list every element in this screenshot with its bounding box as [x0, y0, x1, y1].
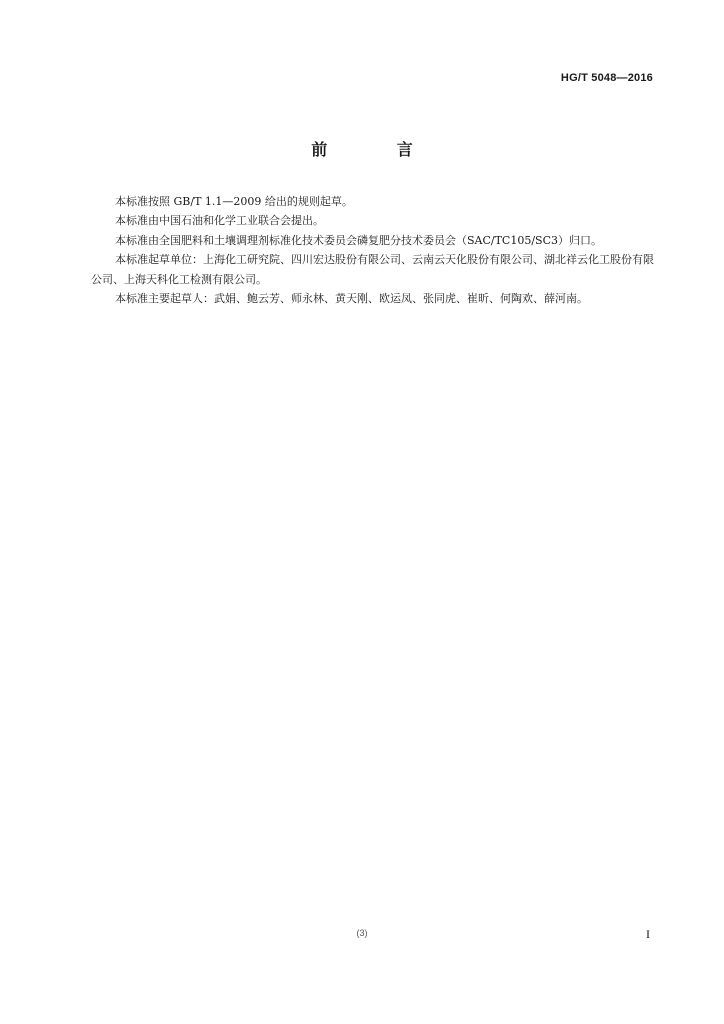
paragraph-drafting-rules: 本标准按照 GB/T 1.1—2009 给出的规则起草。 — [115, 195, 353, 208]
page-title: 前 言 — [311, 140, 445, 159]
paragraph-main-drafters: 本标准主要起草人：武娟、鲍云芳、师永林、黄天刚、欧运凤、张同虎、崔昕、何陶欢、薛河南。 — [115, 292, 588, 306]
page-number: I — [646, 927, 650, 941]
paragraph-proposer: 本标准由中国石油和化学工业联合会提出。 — [115, 214, 324, 228]
foreword-body — [91, 192, 654, 308]
standard-code: HG/T 5048—2016 — [560, 72, 653, 84]
paragraph-drafting-units: 本标准起草单位：上海化工研究院、四川宏达股份有限公司、云南云天化股份有限公司、湖北祥云化工股份有限公司、上海天科化工检测有限公司。 — [91, 253, 654, 286]
footer-marker: (3) — [356, 928, 368, 938]
paragraph-technical-committee: 本标准由全国肥料和土壤调理剂标准化技术委员会磷复肥分技术委员会（SAC/TC105/SC3）归口。 — [115, 233, 603, 247]
